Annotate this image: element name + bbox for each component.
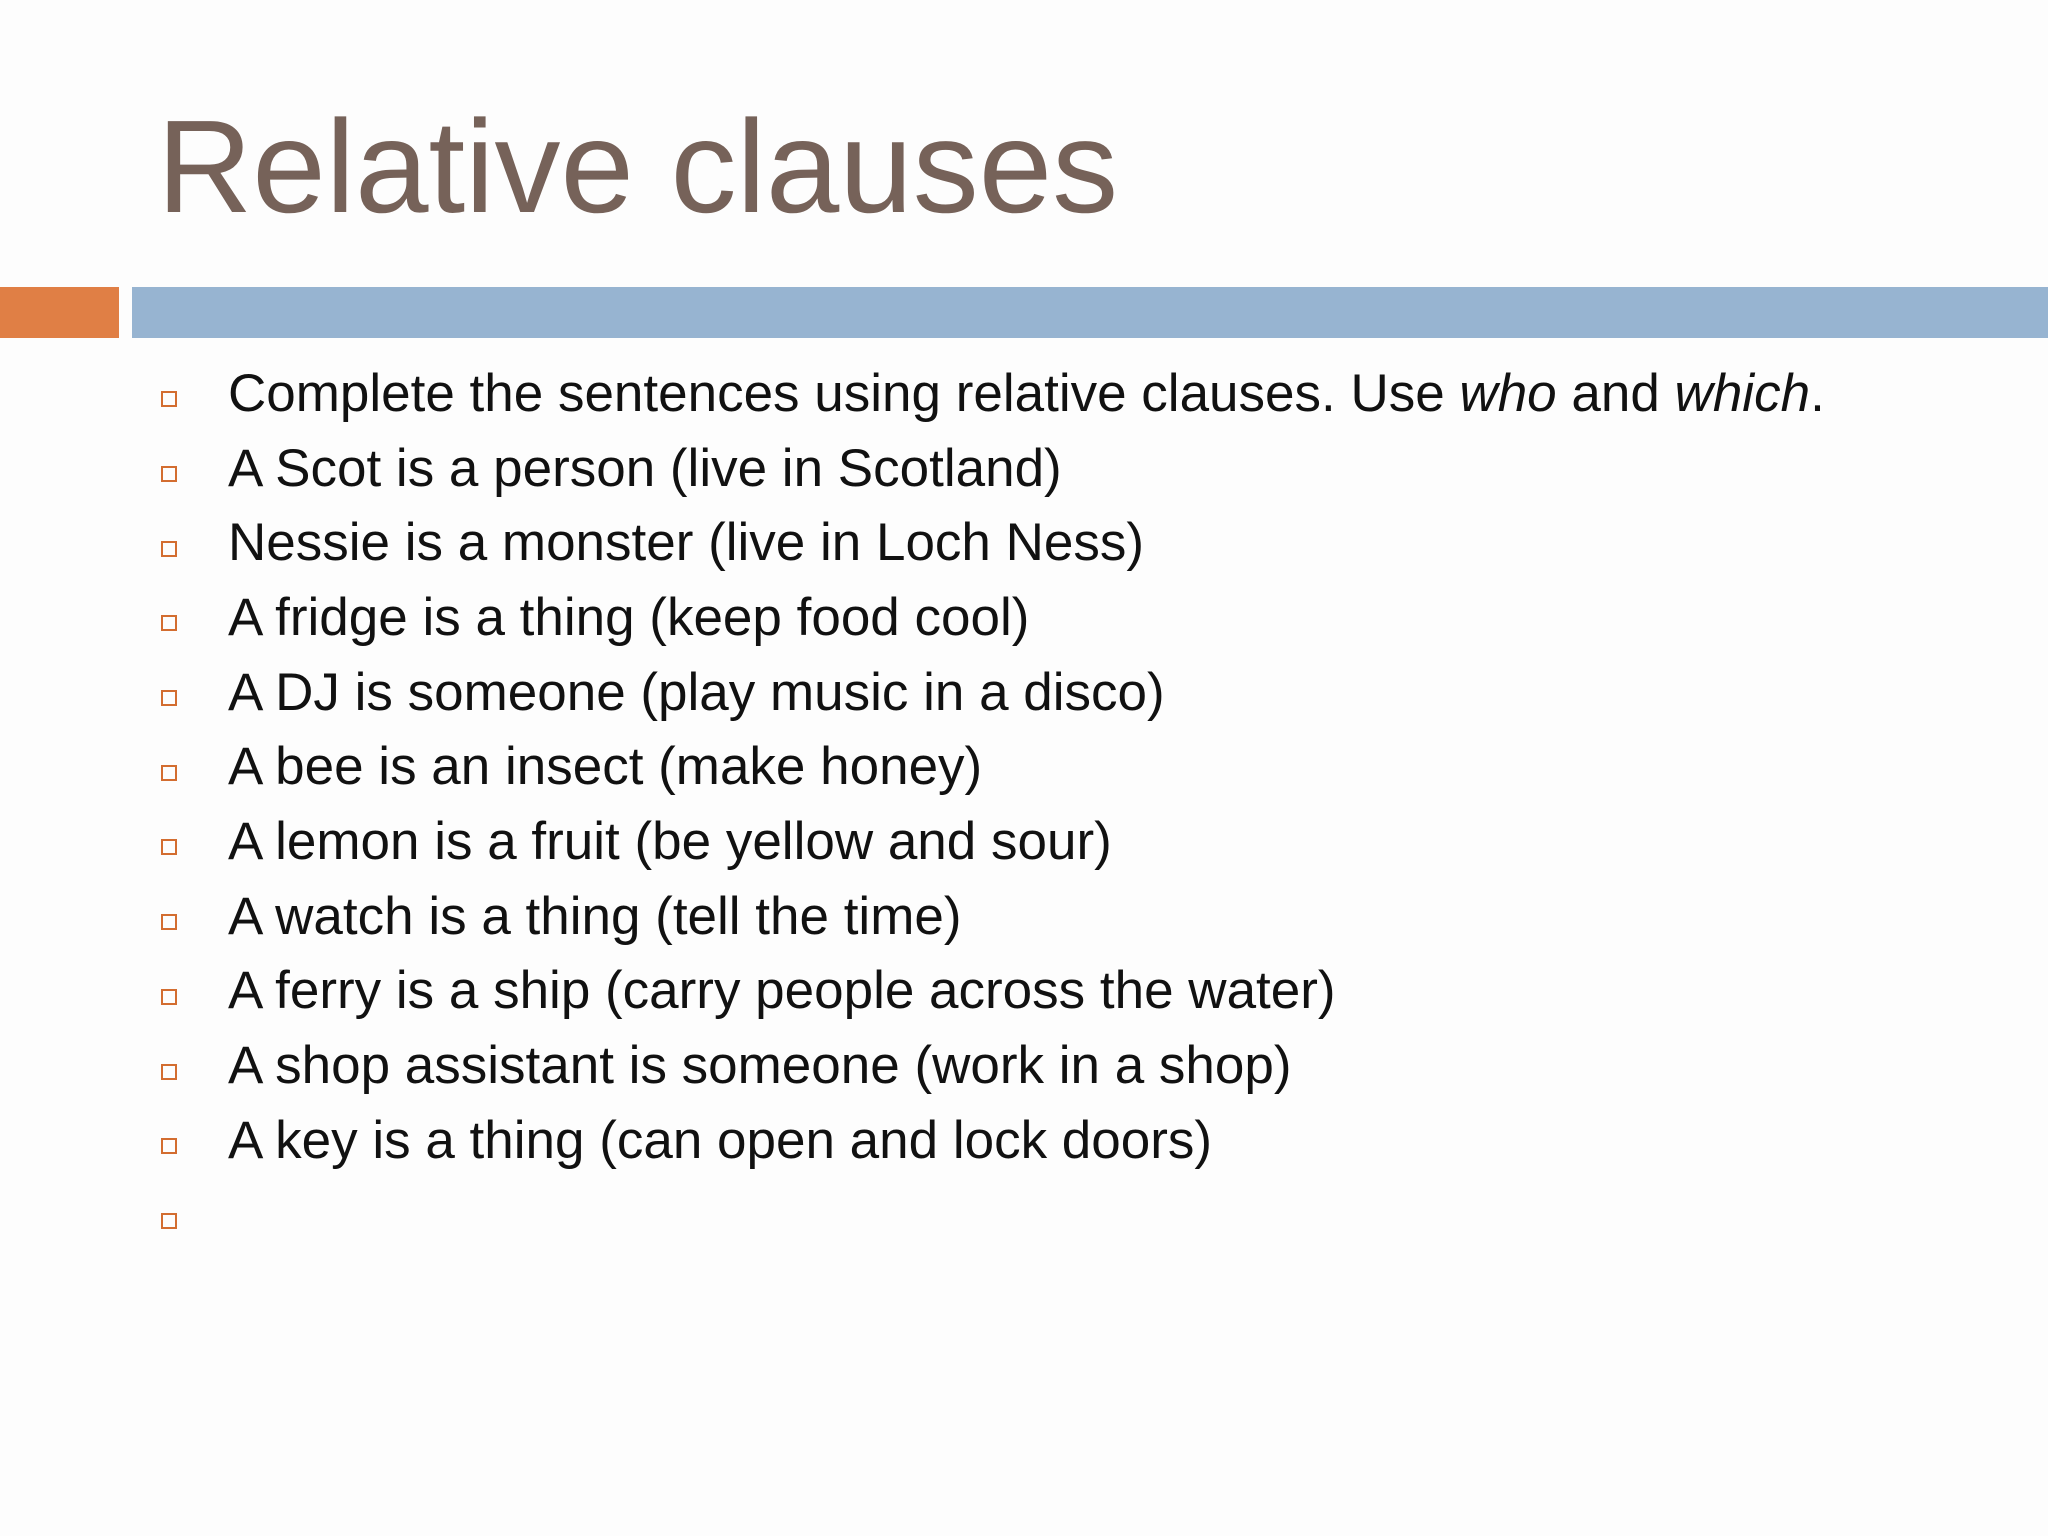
list-item-text: A lemon is a fruit (be yellow and sour) <box>228 811 1112 871</box>
list-item-text: A shop assistant is someone (work in a shop) <box>228 1036 1292 1096</box>
instruction-part1: Complete the sentences using relative clauses. Use <box>228 363 1460 423</box>
list-item <box>157 954 2017 1029</box>
list-item <box>157 804 2017 879</box>
list-item <box>157 729 2017 804</box>
list-item <box>157 1103 2017 1178</box>
hollow-square-icon <box>161 391 177 407</box>
list-item <box>157 505 2017 580</box>
hollow-square-icon <box>161 1064 177 1080</box>
instruction-text <box>228 363 1825 424</box>
bullet-list <box>157 356 2017 1252</box>
instruction-part2: and <box>1556 363 1675 423</box>
list-item <box>157 655 2017 730</box>
hollow-square-icon <box>161 914 177 930</box>
empty-list-item <box>157 1178 2017 1253</box>
accent-bar <box>0 287 119 338</box>
hollow-square-icon <box>161 690 177 706</box>
list-item <box>157 580 2017 655</box>
list-item-text: A bee is an insect (make honey) <box>228 737 983 797</box>
list-item-text: A watch is a thing (tell the time) <box>228 886 962 946</box>
hollow-square-icon <box>161 1213 177 1229</box>
instruction-who: who <box>1459 363 1557 423</box>
hollow-square-icon <box>161 541 177 557</box>
list-item <box>157 431 2017 506</box>
list-item-text: A ferry is a ship (carry people across the water) <box>228 961 1336 1021</box>
hollow-square-icon <box>161 839 177 855</box>
title-divider-bar <box>132 287 2048 338</box>
list-item-text: A DJ is someone (play music in a disco) <box>228 662 1165 722</box>
list-item <box>157 879 2017 954</box>
list-item <box>157 1028 2017 1103</box>
hollow-square-icon <box>161 615 177 631</box>
list-item-text: A Scot is a person (live in Scotland) <box>228 438 1062 498</box>
slide-title: Relative clauses <box>157 93 1119 240</box>
hollow-square-icon <box>161 765 177 781</box>
list-item-text: Nessie is a monster (live in Loch Ness) <box>228 513 1145 573</box>
instruction-which: which <box>1674 363 1811 423</box>
instruction-item <box>157 356 2017 431</box>
hollow-square-icon <box>161 466 177 482</box>
list-item-text: A fridge is a thing (keep food cool) <box>228 587 1030 647</box>
hollow-square-icon <box>161 1138 177 1154</box>
hollow-square-icon <box>161 989 177 1005</box>
instruction-part3: . <box>1810 363 1825 423</box>
list-item-text: A key is a thing (can open and lock doors) <box>228 1110 1213 1170</box>
